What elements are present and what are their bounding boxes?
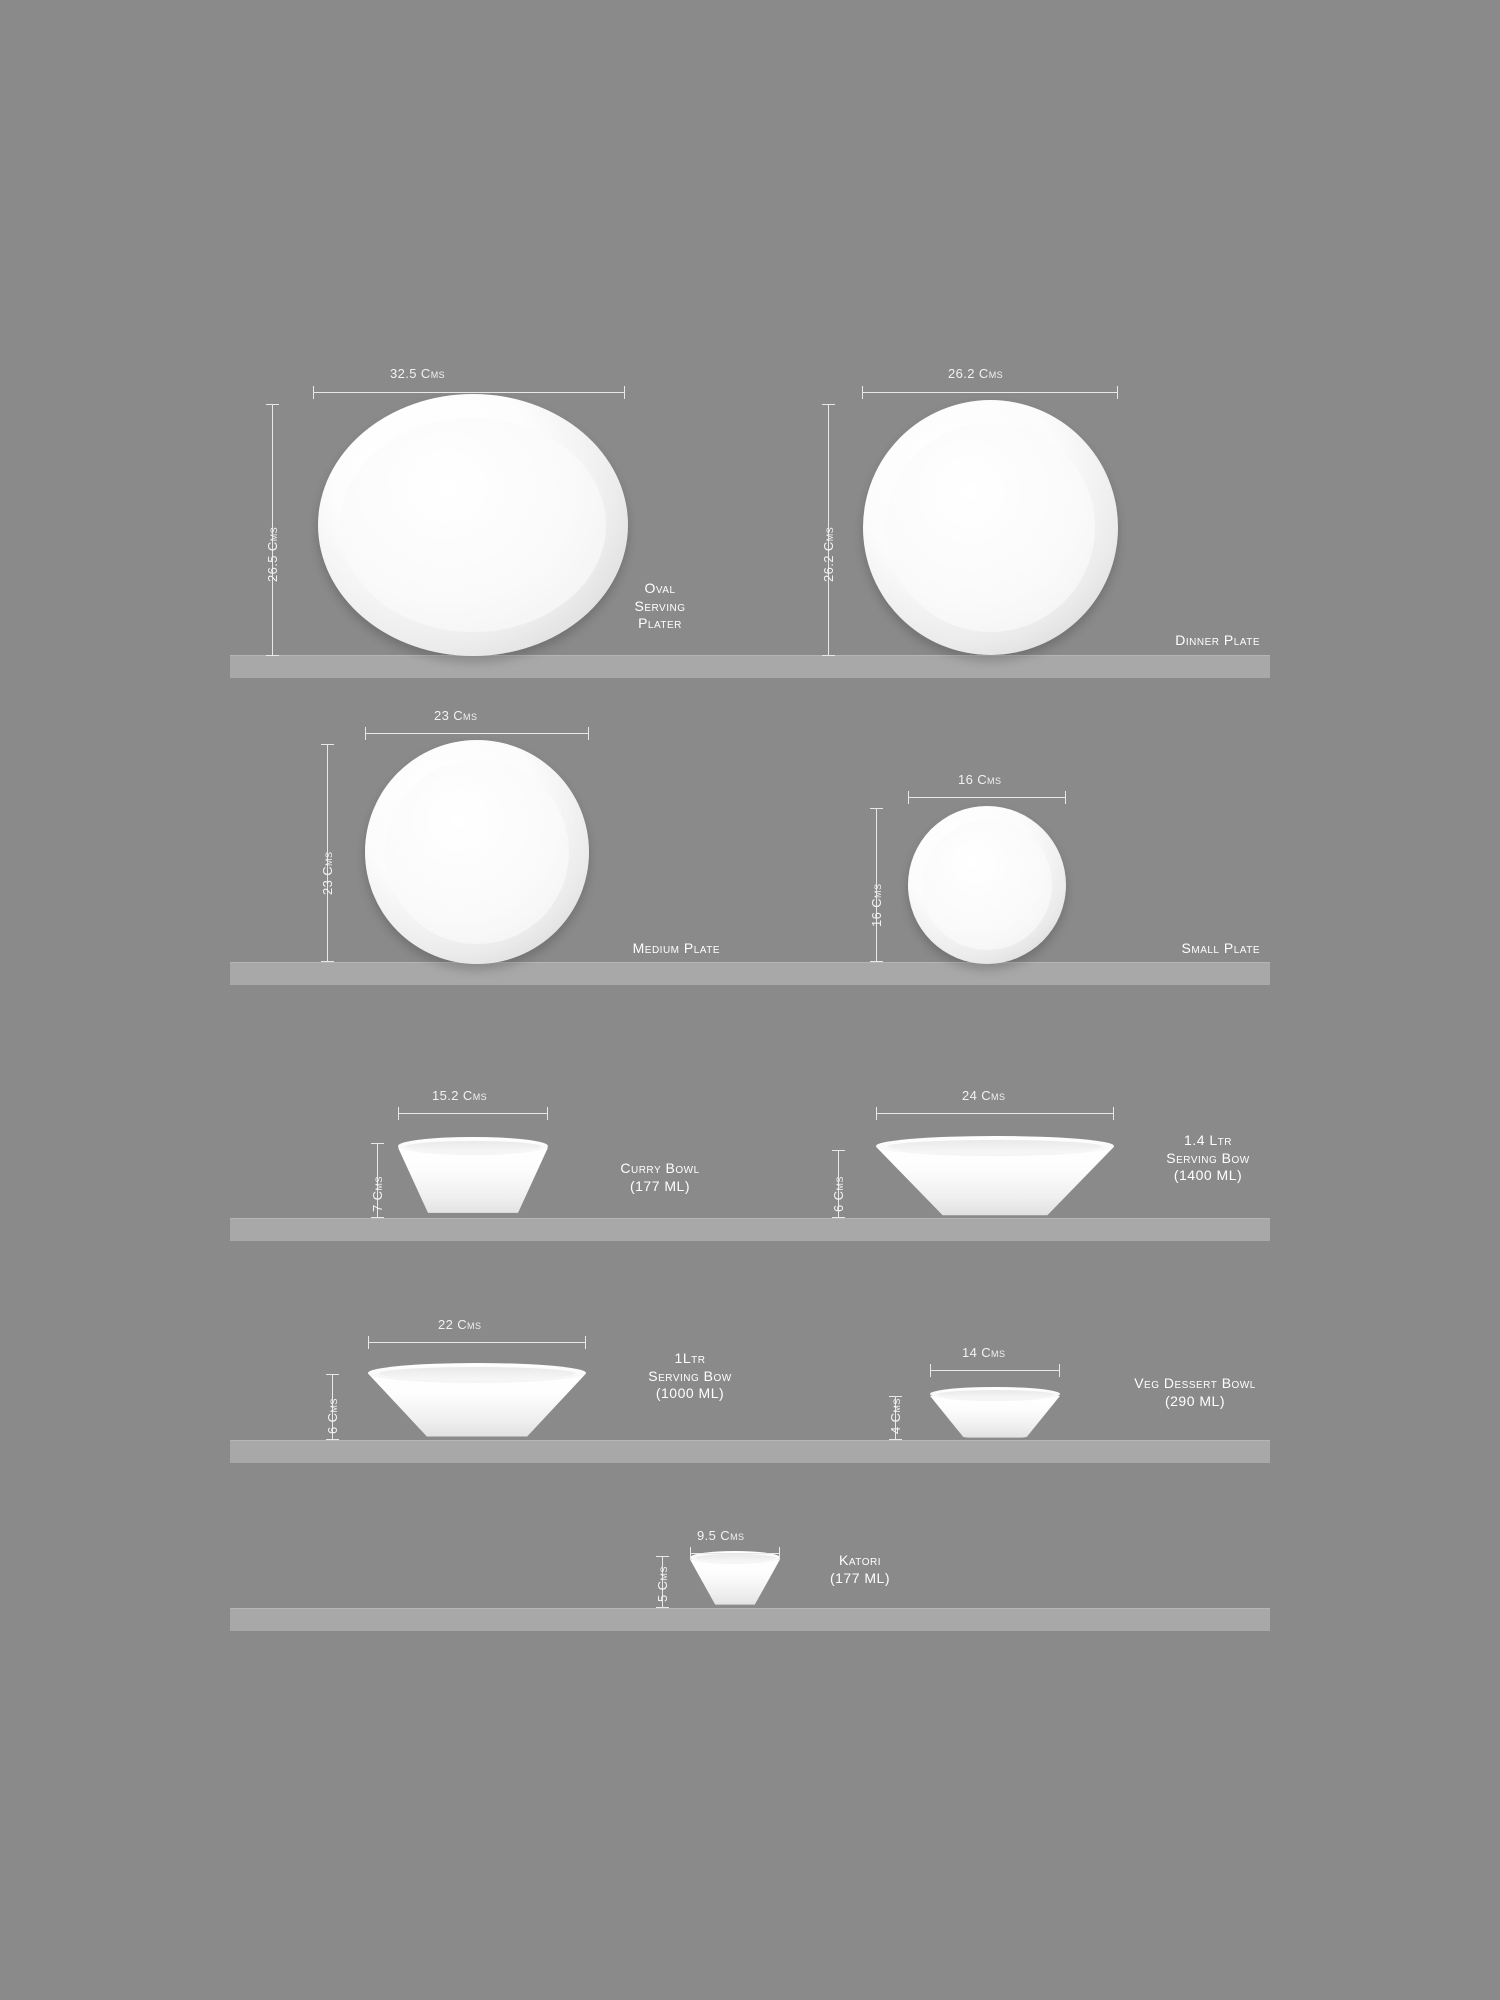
veg-dessert-bowl-label-line-1: Veg Dessert Bowl xyxy=(1134,1375,1256,1391)
oval-serving-platter-label xyxy=(600,580,720,633)
small-plate-height-label: 16 Cms xyxy=(869,883,884,927)
veg-dessert-bowl-label xyxy=(1090,1375,1300,1410)
serving-bowl-1400-label xyxy=(1118,1132,1298,1185)
serving-bowl-1400-shape xyxy=(876,1143,1114,1219)
veg-dessert-bowl-shape xyxy=(930,1392,1060,1440)
curry-bowl-width-label: 15.2 Cms xyxy=(432,1088,488,1103)
medium-plate-height-label: 23 Cms xyxy=(320,851,335,895)
serving-bowl-1000-width-line xyxy=(368,1342,586,1343)
serving-bowl-1400-label-line-1: 1.4 Ltr xyxy=(1184,1132,1232,1148)
veg-dessert-bowl-width-line xyxy=(930,1370,1060,1371)
serving-bowl-1400-width-label: 24 Cms xyxy=(962,1088,1006,1103)
veg-dessert-bowl-label-line-2: (290 ML) xyxy=(1164,1392,1226,1409)
veg-dessert-bowl-width-label: 14 Cms xyxy=(962,1345,1006,1360)
katori-interior xyxy=(695,1554,776,1562)
oval-platter-width-line xyxy=(313,392,625,393)
shelf-row-4 xyxy=(230,1440,1270,1463)
serving-bowl-1400-width-line xyxy=(876,1113,1114,1114)
serving-bowl-1000-shape xyxy=(368,1370,586,1440)
dinner-plate-well xyxy=(886,423,1095,632)
dinner-plate-width-line xyxy=(862,392,1118,393)
medium-plate-width-line xyxy=(365,733,589,734)
dinner-plate-shape xyxy=(863,400,1118,655)
small-plate-label xyxy=(1010,940,1260,958)
oval-platter-width-label: 32.5 Cms xyxy=(390,366,446,381)
curry-bowl-label xyxy=(570,1160,750,1195)
katori-label-line-2: (177 ML) xyxy=(829,1569,891,1586)
katori-height-label: 5 Cms xyxy=(655,1566,670,1602)
curry-bowl-label-line-2: (177 ML) xyxy=(629,1177,691,1194)
serving-bowl-1400-label-line-2: Serving Bow xyxy=(1166,1149,1250,1166)
curry-bowl-label-line-1: Curry Bowl xyxy=(620,1160,700,1176)
medium-plate-well xyxy=(385,760,569,944)
shelf-row-2 xyxy=(230,962,1270,985)
katori-label xyxy=(790,1552,930,1587)
dinner-plate-height-label: 26.2 Cms xyxy=(821,526,836,582)
small-plate-width-label: 16 Cms xyxy=(958,772,1002,787)
small-plate-width-line xyxy=(908,797,1066,798)
curry-bowl-interior xyxy=(406,1141,541,1152)
serving-bowl-1400-label-line-3: (1400 ML) xyxy=(1173,1167,1243,1183)
medium-plate-width-label: 23 Cms xyxy=(434,708,478,723)
serving-bowl-1000-height-label: 6 Cms xyxy=(325,1398,340,1434)
katori-shape xyxy=(690,1555,780,1609)
oval-platter-well xyxy=(340,418,607,633)
oval-platter-label-line-1: Oval xyxy=(644,580,676,596)
medium-plate-label-line-1: Medium Plate xyxy=(632,940,720,956)
serving-bowl-1000-interior xyxy=(379,1367,575,1380)
medium-plate-label xyxy=(480,940,720,958)
shelf-row-3 xyxy=(230,1218,1270,1241)
dinner-plate-label-line-1: Dinner Plate xyxy=(1175,632,1260,648)
dinner-plate-label xyxy=(1000,632,1260,650)
shelf-row-5 xyxy=(230,1608,1270,1631)
katori-width-line xyxy=(690,1553,780,1554)
serving-bowl-1000-label-line-3: (1000 ML) xyxy=(655,1385,725,1401)
serving-bowl-1000-width-label: 22 Cms xyxy=(438,1317,482,1332)
serving-bowl-1400-height-label: 6 Cms xyxy=(831,1176,846,1212)
curry-bowl-height-label: 7 Cms xyxy=(370,1176,385,1212)
shelf-row-1 xyxy=(230,655,1270,678)
curry-bowl-width-line xyxy=(398,1113,548,1114)
curry-bowl-shape xyxy=(398,1143,548,1219)
oval-serving-platter-shape xyxy=(318,394,628,656)
serving-bowl-1000-label xyxy=(600,1350,780,1403)
oval-platter-label-line-2: Serving xyxy=(634,597,686,614)
oval-platter-height-label: 26.5 Cms xyxy=(265,526,280,582)
katori-width-label: 9.5 Cms xyxy=(697,1528,745,1543)
oval-platter-label-line-3: Plater xyxy=(638,615,682,631)
veg-dessert-bowl-interior xyxy=(937,1390,1054,1399)
dinner-plate-width-label: 26.2 Cms xyxy=(948,366,1004,381)
serving-bowl-1400-interior xyxy=(888,1140,1102,1153)
medium-plate-shape xyxy=(365,740,589,964)
serving-bowl-1000-label-line-1: 1Ltr xyxy=(674,1350,706,1366)
small-plate-label-line-1: Small Plate xyxy=(1181,940,1260,956)
serving-bowl-1000-label-line-2: Serving Bow xyxy=(648,1367,732,1384)
katori-label-line-1: Katori xyxy=(839,1552,881,1568)
small-plate-well xyxy=(922,820,1052,950)
veg-dessert-bowl-height-label: 4 Cms xyxy=(888,1398,903,1434)
